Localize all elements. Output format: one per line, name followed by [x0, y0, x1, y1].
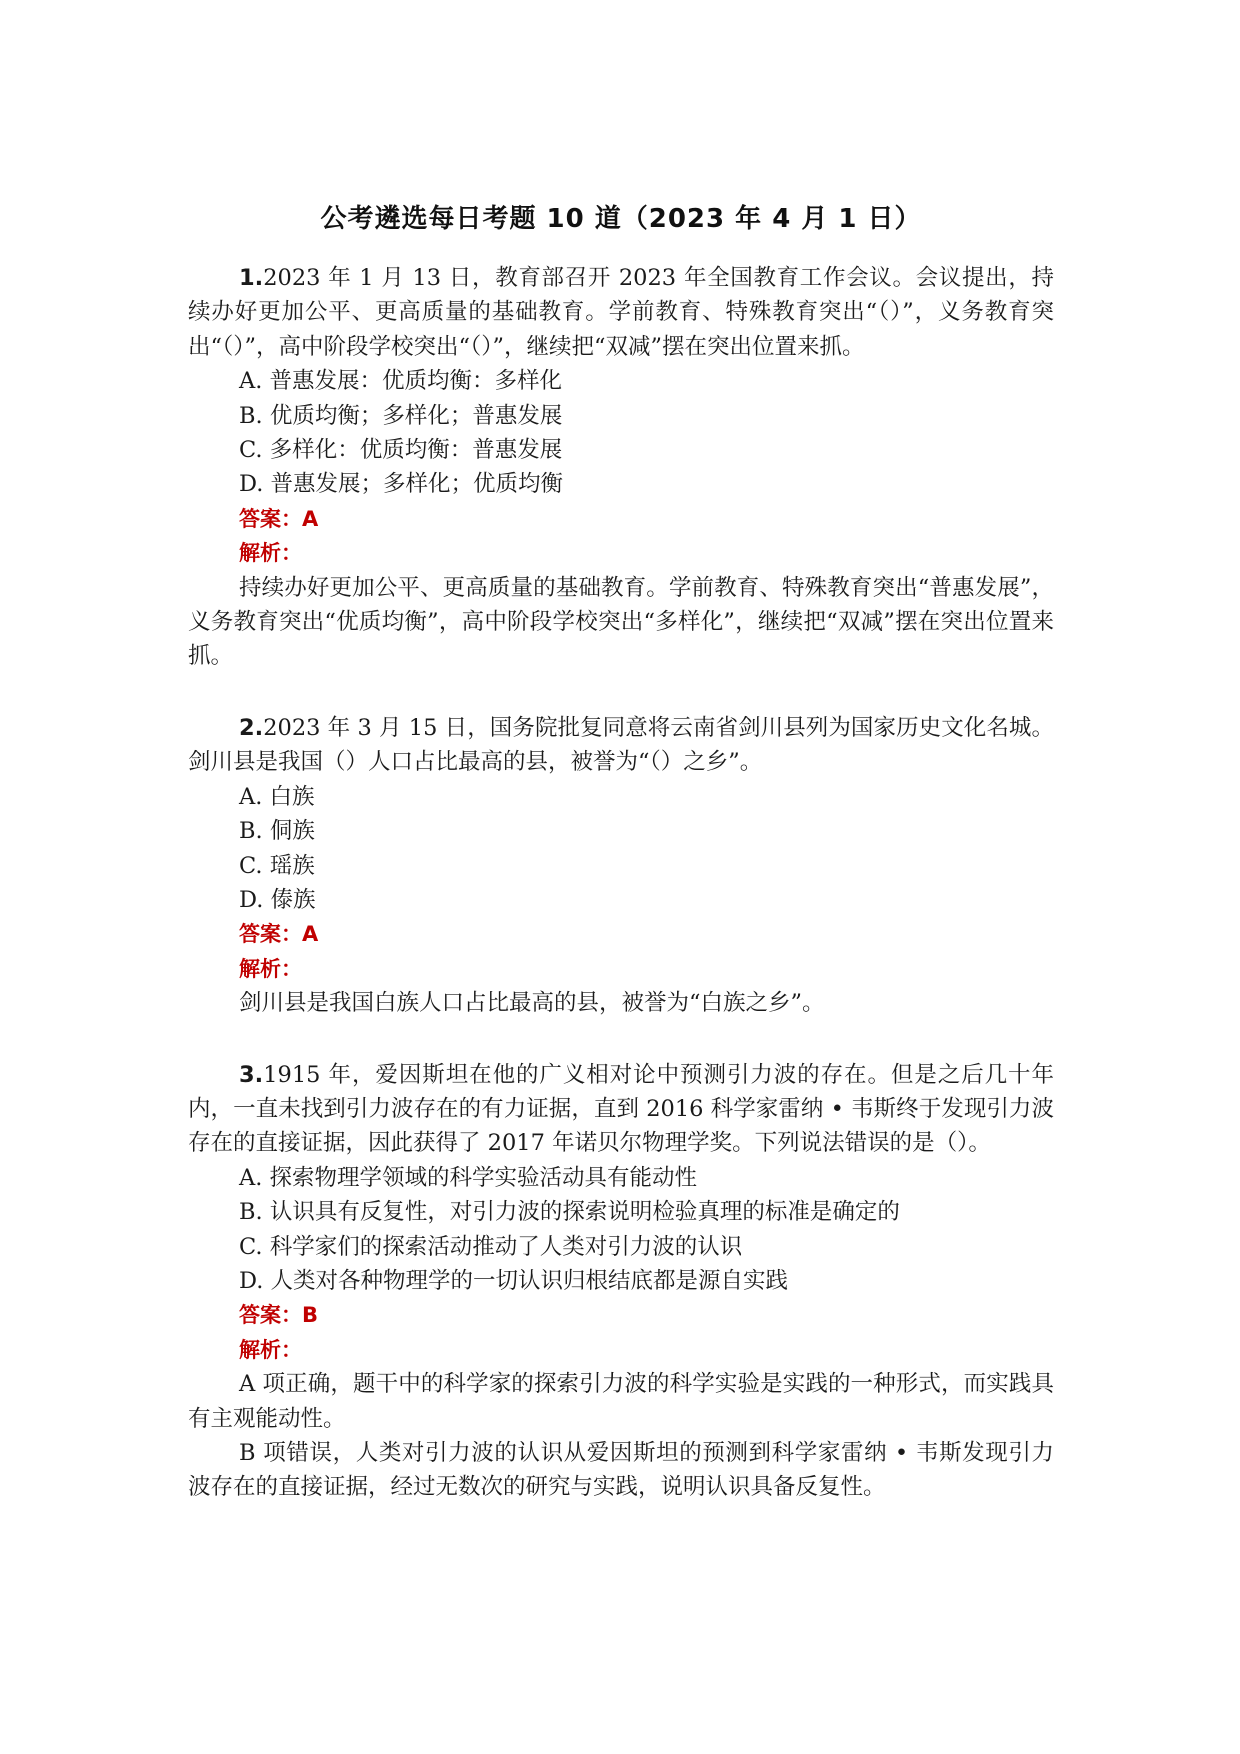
option-a: A. 探索物理学领域的科学实验活动具有能动性 — [239, 1164, 698, 1191]
answer-value: B — [302, 1303, 319, 1328]
option-d: D. 普惠发展；多样化；优质均衡 — [239, 471, 564, 498]
question-stem — [188, 1058, 1054, 1161]
option-b: B. 侗族 — [239, 818, 315, 845]
option-b: B. 优质均衡；多样化；普惠发展 — [239, 402, 563, 429]
answer-label: 答案： — [239, 506, 302, 531]
question-number: 2. — [239, 714, 264, 741]
question-stem — [188, 261, 1054, 364]
answer-line — [188, 502, 1054, 536]
option-d: D. 傣族 — [239, 886, 316, 913]
analysis-label: 解析： — [239, 956, 302, 981]
option-a: A. 白族 — [239, 783, 315, 810]
answer-line — [188, 1298, 1054, 1332]
analysis-text: A 项正确，题干中的科学家的探索引力波的科学实验是实践的一种形式，而实践具有主观能动性。 — [188, 1371, 1054, 1432]
options-list — [188, 364, 1054, 502]
analysis-text: B 项错误，人类对引力波的认识从爱因斯坦的预测到科学家雷纳 • 韦斯发现引力波存在的直接证据，经过无数次的研究与实践，说明认识具备反复性。 — [188, 1440, 1054, 1501]
question-text: 1915 年，爱因斯坦在他的广义相对论中预测引力波的存在。但是之后几十年内，一直未找到引力波存在的有力证据，直到 2016 科学家雷纳 • 韦斯终于发现引力波存在的直接证据，因此获得了 2017 年诺贝尔物理学奖。下列说法错误的是（）。 — [188, 1061, 1054, 1157]
document-page — [188, 198, 1054, 1542]
option-c: C. 科学家们的探索活动推动了人类对引力波的认识 — [239, 1233, 743, 1260]
option-c: C. 瑶族 — [239, 852, 315, 879]
answer-label: 答案： — [239, 922, 302, 947]
option-a: A. 普惠发展：优质均衡：多样化 — [239, 368, 563, 395]
question-number: 3. — [239, 1061, 264, 1088]
question-stem — [188, 711, 1054, 780]
answer-label: 答案： — [239, 1303, 302, 1328]
answer-value: A — [302, 922, 319, 947]
question-number: 1. — [239, 265, 264, 291]
question-1 — [188, 261, 1054, 674]
option-d: D. 人类对各种物理学的一切认识归根结底都是源自实践 — [239, 1267, 789, 1294]
options-list — [188, 780, 1054, 918]
analysis-text: 剑川县是我国白族人口占比最高的县，被誉为“白族之乡”。 — [239, 990, 825, 1017]
answer-line — [188, 917, 1054, 951]
question-text: 2023 年 3 月 15 日，国务院批复同意将云南省剑川县列为国家历史文化名城。剑川县是我国（）人口占比最高的县，被誉为“（）之乡”。 — [188, 714, 1054, 776]
question-2 — [188, 711, 1054, 1021]
option-c: C. 多样化：优质均衡：普惠发展 — [239, 437, 563, 464]
question-3 — [188, 1058, 1054, 1505]
answer-value: A — [302, 506, 319, 531]
question-text: 2023 年 1 月 13 日，教育部召开 2023 年全国教育工作会议。会议提出，持续办好更加公平、更高质量的基础教育。学前教育、特殊教育突出“（）”，义务教育突出“（）”，高中阶段学校突出“（）”，继续把“双减”摆在突出位置来抓。 — [188, 265, 1054, 360]
analysis-label: 解析： — [239, 1337, 302, 1362]
analysis-label: 解析： — [239, 541, 302, 566]
options-list — [188, 1161, 1054, 1299]
document-title: 公考遴选每日考题 10 道（2023 年 4 月 1 日） — [320, 204, 922, 234]
option-b: B. 认识具有反复性，对引力波的探索说明检验真理的标准是确定的 — [239, 1199, 900, 1226]
analysis-text: 持续办好更加公平、更高质量的基础教育。学前教育、特殊教育突出“普惠发展”，义务教育突出“优质均衡”，高中阶段学校突出“多样化”，继续把“双减”摆在突出位置来抓。 — [188, 574, 1054, 670]
